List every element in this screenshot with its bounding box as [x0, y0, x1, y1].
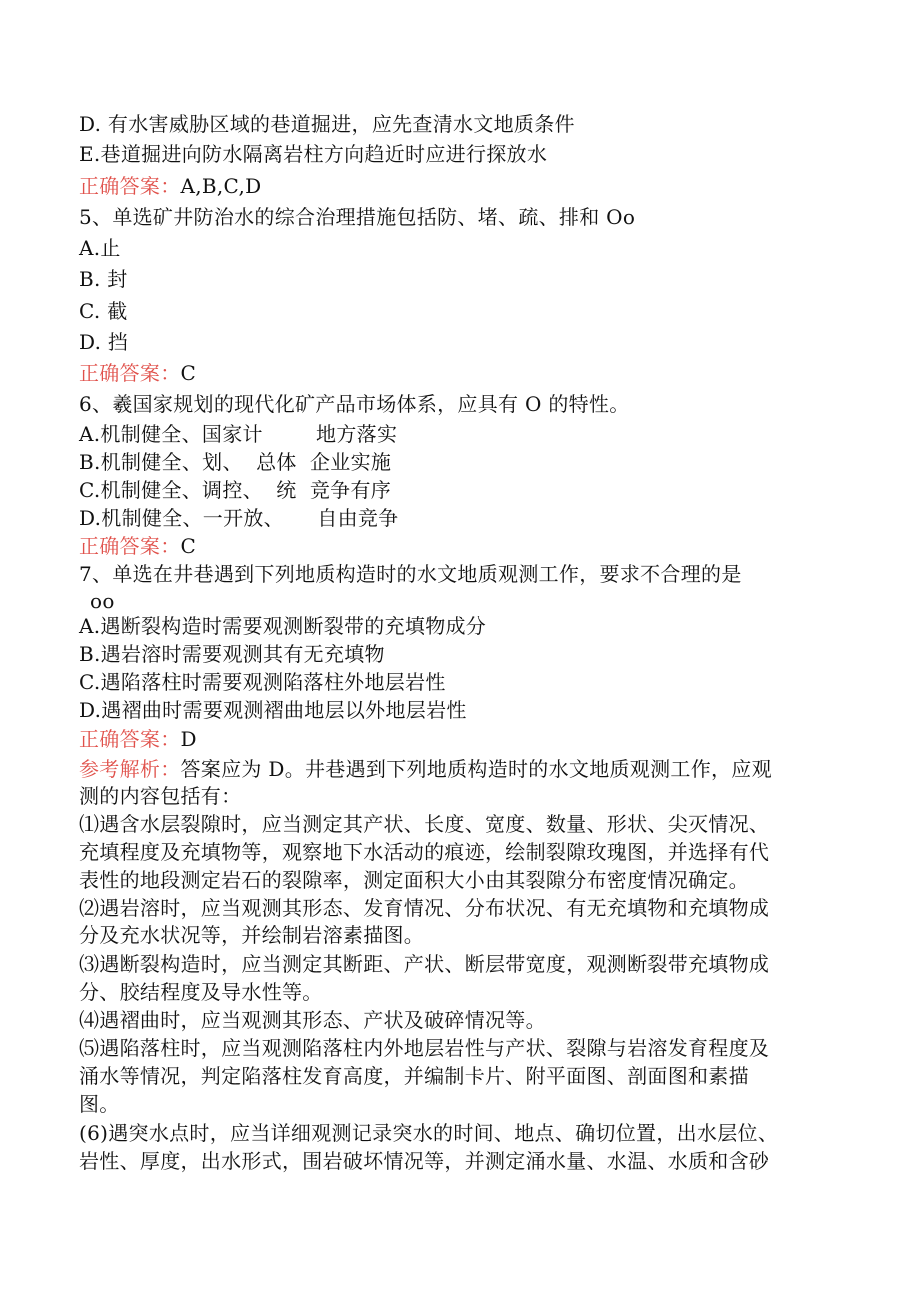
answer-value: C [180, 361, 197, 385]
q5-stem: 5、单选矿井防治水的综合治理措施包括防、堵、疏、排和 Oo [79, 205, 636, 229]
q5-option-c: C. 截 [79, 299, 128, 323]
q7-analysis-line: 分、胶结程度及导水性等。 [79, 980, 323, 1004]
analysis-text: 答案应为 D。井巷遇到下列地质构造时的水文地质观测工作，应观 [180, 757, 772, 781]
answer-value: D [180, 727, 197, 751]
q6-stem: 6、羲国家规划的现代化矿产品市场体系，应具有 O 的特性。 [79, 392, 630, 416]
q7-stem: 7、单选在井巷遇到下列地质构造时的水文地质观测工作，要求不合理的是 [79, 562, 742, 586]
q7-analysis-line: 测的内容包括有： [79, 784, 242, 808]
answer-label: 正确答案： [79, 534, 181, 558]
q7-analysis-line: 充填程度及充填物等，观察地下水活动的痕迹，绘制裂隙玫瑰图，并选择有代 [79, 840, 770, 864]
q6-option-b: B.机制健全、划、 总体 企业实施 [79, 450, 392, 474]
q4-option-d: D. 有水害威胁区域的巷道掘进，应先查清水文地质条件 [79, 112, 575, 136]
q7-option-c: C.遇陷落柱时需要观测陷落柱外地层岩性 [79, 670, 446, 694]
q7-option-a: A.遇断裂构造时需要观测断裂带的充填物成分 [79, 614, 487, 638]
q6-option-a: A.机制健全、国家计 地方落实 [79, 422, 398, 446]
q5-option-a: A.止 [79, 236, 121, 260]
q4-answer [79, 173, 261, 199]
q7-analysis-line: ⑸遇陷落柱时，应当观测陷落柱内外地层岩性与产状、裂隙与岩溶发育程度及 [79, 1036, 770, 1060]
q7-option-d: D.遇褶曲时需要观测褶曲地层以外地层岩性 [79, 698, 467, 722]
q7-analysis-line: ⑷遇褶曲时，应当观测其形态、产状及破碎情况等。 [79, 1008, 546, 1032]
q6-option-c: C.机制健全、调控、 统 竞争有序 [79, 478, 392, 502]
q4-option-e: E.巷道掘进向防水隔离岩柱方向趋近时应进行探放水 [79, 142, 548, 166]
q7-analysis-line: 图。 [79, 1092, 120, 1116]
q7-analysis-line: ⑶遇断裂构造时，应当测定其断距、产状、断层带宽度，观测断裂带充填物成 [79, 952, 770, 976]
q7-analysis-line: 分及充水状况等，并绘制岩溶素描图。 [79, 923, 425, 947]
q7-option-b: B.遇岩溶时需要观测其有无充填物 [79, 642, 385, 666]
q6-option-d: D.机制健全、一开放、 自由竞争 [79, 506, 399, 530]
answer-label: 正确答案： [79, 727, 181, 751]
q7-analysis-line [79, 756, 772, 782]
q7-analysis-line: 岩性、厚度，出水形式，围岩破坏情况等，并测定涌水量、水温、水质和含砂 [79, 1149, 770, 1173]
q5-option-d: D. 挡 [79, 330, 129, 354]
q5-answer [79, 360, 196, 386]
q7-stem-continuation: oo [90, 589, 115, 613]
q7-analysis-line: 涌水等情况，判定陷落柱发育高度，并编制卡片、附平面图、剖面图和素描 [79, 1064, 749, 1088]
answer-value: A,B,C,D [180, 174, 262, 198]
answer-label: 正确答案： [79, 361, 181, 385]
q7-analysis-line: 表性的地段测定岩石的裂隙率，测定面积大小由其裂隙分布密度情况确定。 [79, 868, 749, 892]
q7-analysis-line: ⑴遇含水层裂隙时，应当测定其产状、长度、宽度、数量、形状、尖灭情况、 [79, 812, 770, 836]
q7-analysis-line: (6)遇突水点时，应当详细观测记录突水的时间、地点、确切位置，出水层位、 [79, 1121, 779, 1145]
answer-value: C [180, 534, 197, 558]
q7-answer [79, 726, 197, 752]
q6-answer [79, 533, 196, 559]
answer-label: 正确答案： [79, 174, 181, 198]
q5-option-b: B. 封 [79, 267, 128, 291]
q7-analysis-line: ⑵遇岩溶时，应当观测其形态、发育情况、分布状况、有无充填物和充填物成 [79, 896, 770, 920]
analysis-label: 参考解析： [79, 757, 181, 781]
